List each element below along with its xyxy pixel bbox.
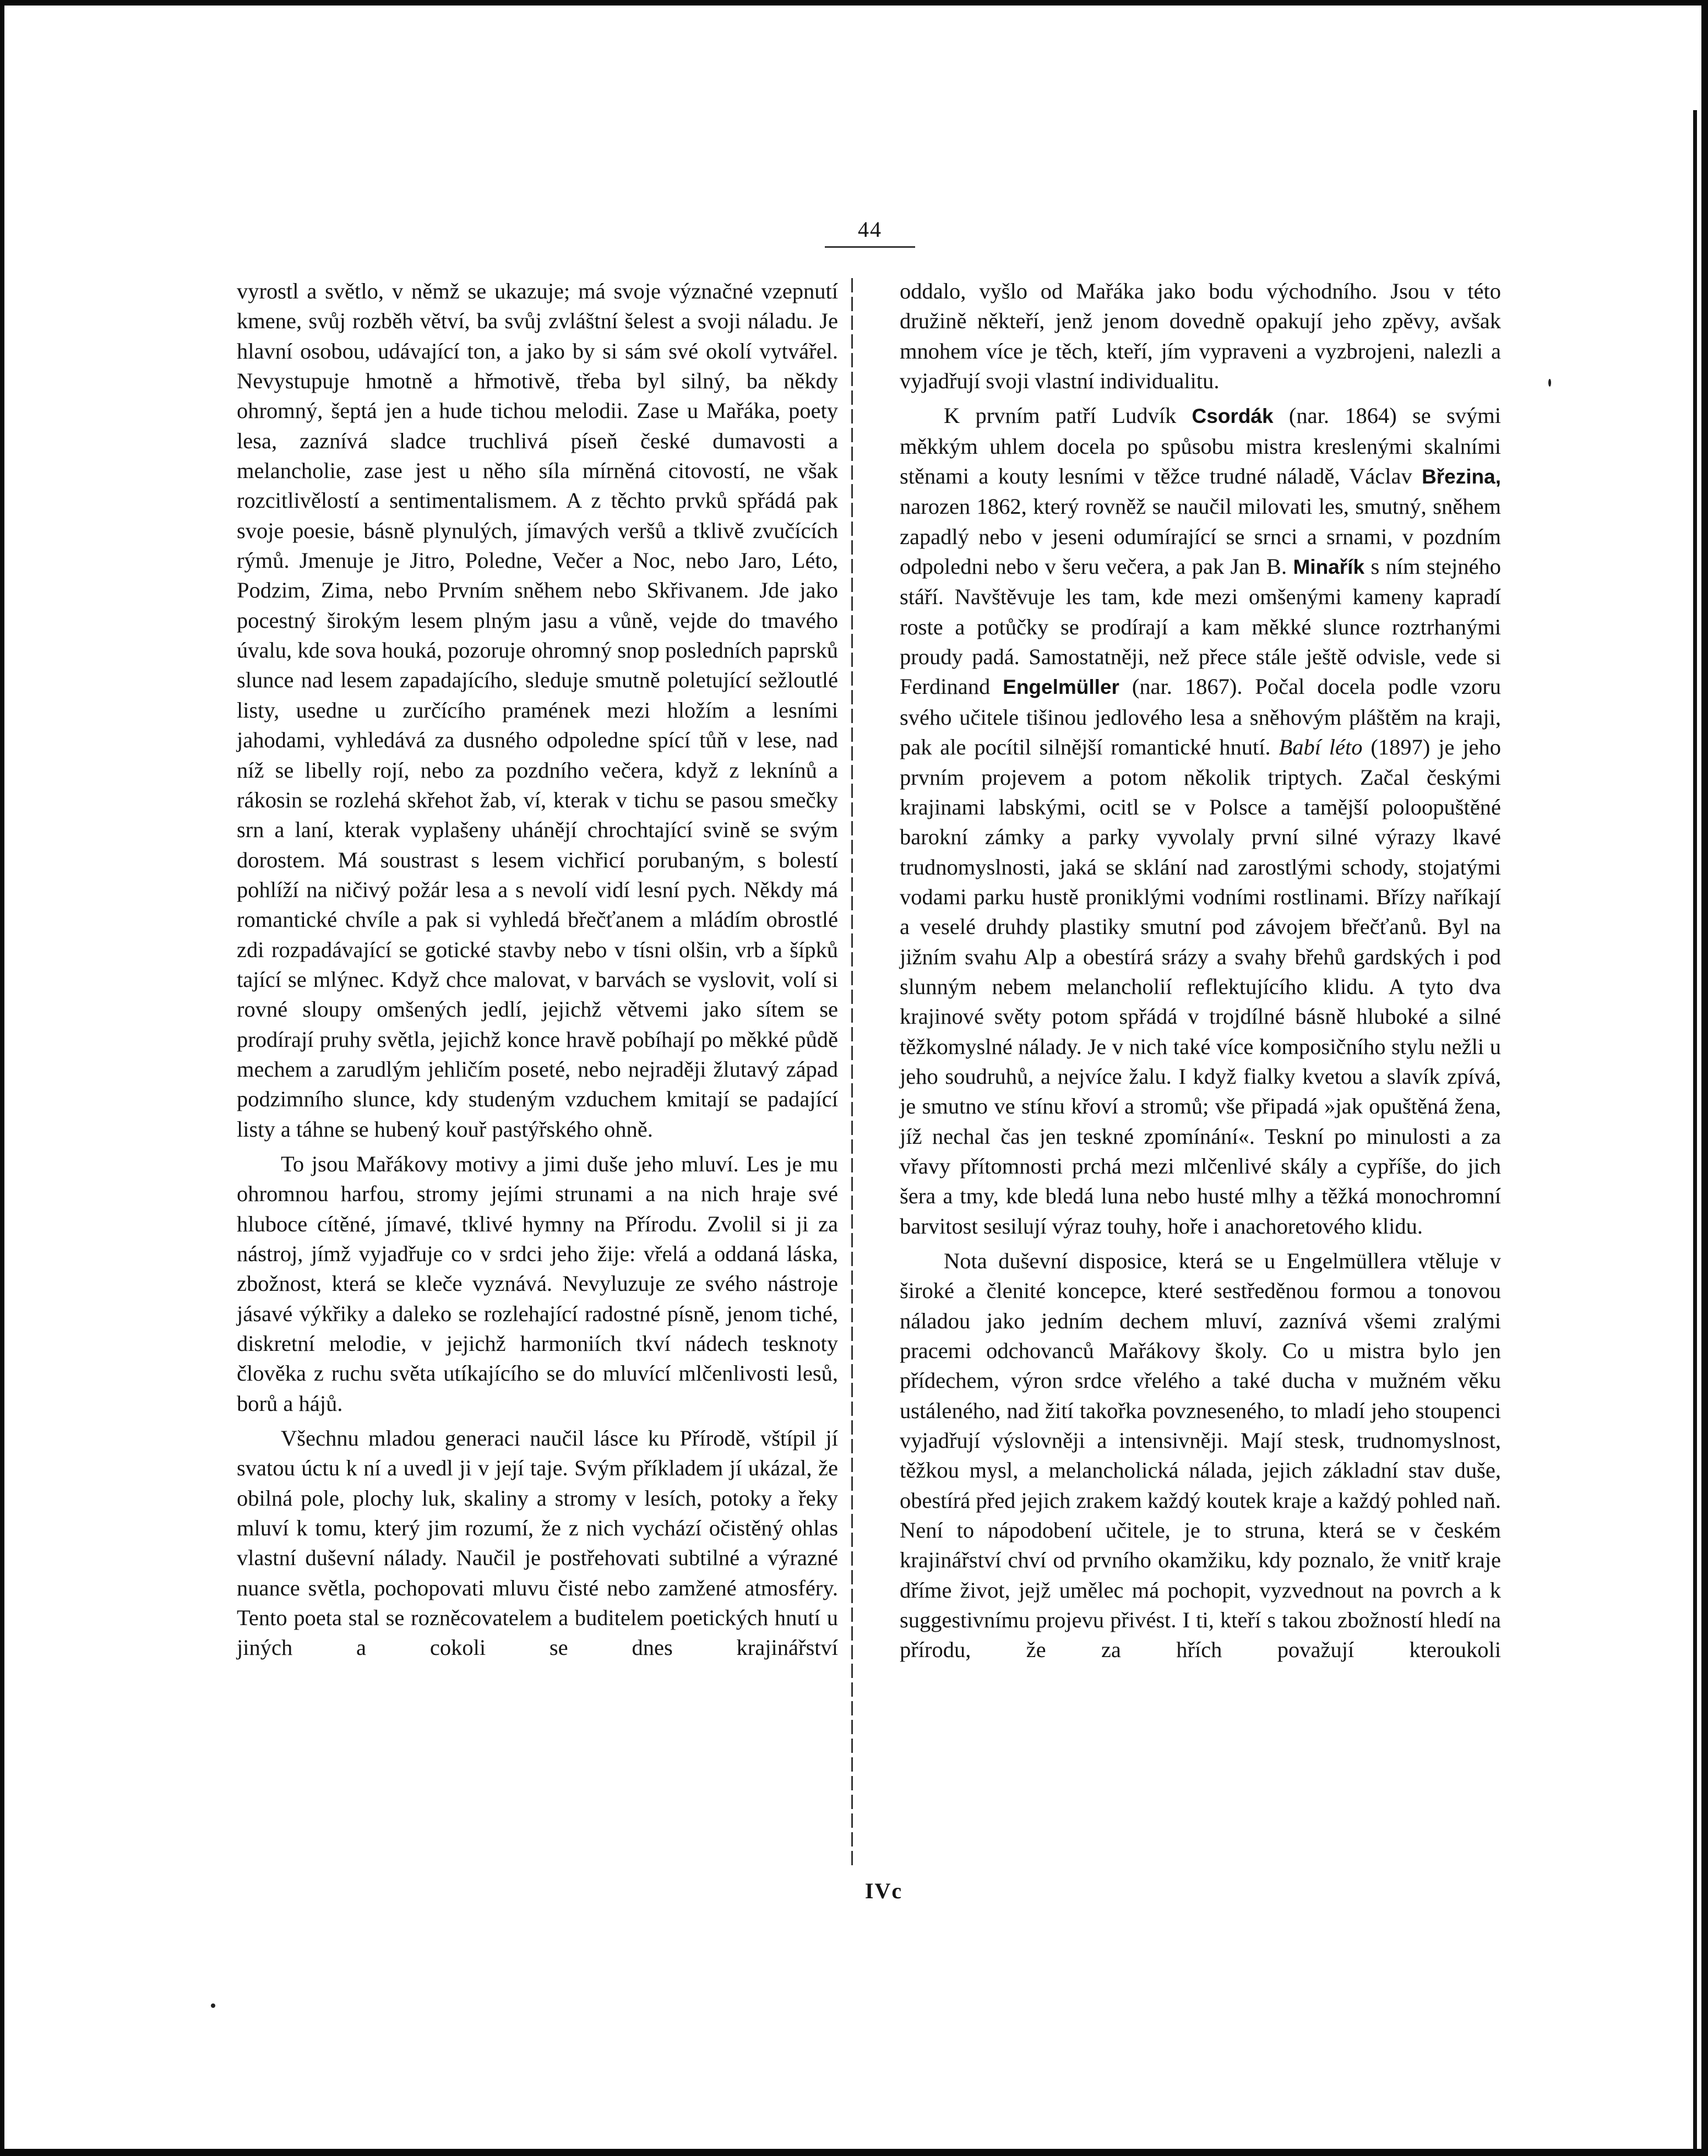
left-paragraph-3: Všechnu mladou generaci naučil lásce ku Přírodě, vštípil jí svatou úctu k ní a uvedl ji v její taje. Svým příkladem jí ukázal, že obilná pole, plochy luk, skaliny a stromy v lesích, potoky a řeky mluví k tomu, který jim rozumí, že z nich vychází očistěný ohlas vlastní duševní nálady. Naučil je postřehovati subtilné a výrazné nuance světla, pochopovati mluvu čisté nebo zamžené atmosféry. Tento poeta stal se rozněcovatelem a buditelem poetických hnutí u jiných a cokoli se dnes krajinářství <box>237 1426 838 1660</box>
page-number: 44 <box>858 217 882 242</box>
text-run: s ním stejného stáří. Navštěvuje les tam, kde mezi omšenými kameny kapradí roste a potůčky se prodírají a kam měkké slunce roztrhanými proudy padá. Samostatněji, než přece stále ještě odvisle, vede si Ferdinand <box>900 554 1501 699</box>
artist-name-engelmuller: Engelmüller <box>1003 676 1119 699</box>
work-title-babi-leto: Babí léto <box>1279 735 1363 760</box>
text-run: (nar. 1864) se svými měkkým uhlem docela po spůsobu mistra kreslenými skalními stěnami a kouty lesními v těžce trudné náladě, Václav <box>900 403 1501 489</box>
text-run: (1897) je jeho prvním projevem a potom několik triptych. Začal českými krajinami labskými, ocitl se v Polsce a tamější poloopuštěné barokní zámky a parky vyvolaly první silné výrazy lkavé trudnomyslnosti, jaká se sklání nad zarostlými schody, stojatými vodami parku hustě proniklými vodními rostlinami. Břízy naříkají a veselé druhdy plastiky smutní pod závojem břečťanů. Byl na jižním svahu Alp a obestírá srázy a svahy břehů gardských i pod slunným nebem melancholií reflektujícího klidu. A tyto dva krajinové světy potom spřádá v trojdílné básně hluboké a silné těžkomyslné nálady. Je v nich také více komposičního stylu nežli u jeho soudruhů, a nejvíce žalu. I když fialky kvetou a slavík zpívá, je smutno ve stínu křoví a stromů; vše připadá »jak opuštěná žena, jíž nechal čas jen teskné zpomínání«. Teskní po minulosti a za vřavy přítomnosti prchá mezi mlčenlivé skály a cypříše, do jich šera a tmy, kde bledá luna nebo husté mlhy a těžká monochromní barvitost sesilují výraz touhy, hoře i anachoretového klidu. <box>900 735 1501 1239</box>
page-number-underline <box>825 246 915 248</box>
scan-border-left <box>0 0 4 2156</box>
right-paragraph-3: Nota duševní disposice, která se u Engelmüllera vtěluje v široké a členité koncepce, které sestředěnou formou a tonovou náladou jako jedním dechem mluví, zaznívá všemi zralými pracemi odchovanců Mařákovy školy. Co u mistra bylo jen přídechem, výron srdce vřelého a také ducha v mužném věku ustáleného, nad žití takořka povzneseného, to mladí jeho stoupenci vyjadřují výslovněji a intensivněji. Mají stesk, trudnomyslnost, těžkou mysl, a melancholická nálada, jejich základní stav duše, obestírá před jejich zrakem každý koutek kraje a každý pohled naň. Není to nápodobení učitele, je to struna, která se v českém krajinářství chví od prvního okamžiku, kdy poznalo, že vnitř kraje dříme život, jejž umělec má pochopit, vyzvednout na povrch a k suggestivnímu projevu přivést. I ti, kteří s takou zbožností hledí na přírodu, že za hřích považují kteroukoli <box>900 1248 1501 1663</box>
artist-name-csordak: Csordák <box>1192 405 1274 428</box>
right-column <box>900 276 1501 1862</box>
scan-border-bottom <box>0 2149 1708 2156</box>
scan-border-top <box>0 0 1708 6</box>
text-run: narozen 1862, který rovněž se naučil milovati les, smutný, sněhem zapadlý nebo v jeseni odumírající se srnci a srnami, v pozdním odpoledni nebo v šeru večera, a pak Jan B. <box>900 494 1501 579</box>
scan-speck <box>211 2003 215 2008</box>
text-run: K prvním patří Ludvík <box>944 403 1192 428</box>
text-run: (nar. 1867). Počal docela podle vzoru svého učitele tišinou jedlového lesa a sněhovým pláštěm na kraji, pak ale pocítil silnější romantické hnutí. <box>900 674 1501 760</box>
column-divider <box>851 278 853 1869</box>
scan-speck <box>1548 379 1551 387</box>
scan-border-right-inner <box>1693 110 1697 2156</box>
right-paragraph-1: oddalo, vyšlo od Mařáka jako bodu východního. Jsou v této družině někteří, jenž jenom dovedně opakují jeho zpěvy, avšak mnohem více je těch, kteří, jím vypraveni a vyzbrojeni, nalezli a vyjadřují svoji vlastní individualitu. <box>900 279 1501 394</box>
left-paragraph-2: To jsou Mařákovy motivy a jimi duše jeho mluví. Les je mu ohromnou harfou, stromy jejími strunami a na nich hraje své hluboce cítěné, jímavé, tklivé hymny na Přírodu. Zvolil si ji za nástroj, jímž vyjadřuje co v srdci jeho žije: vřelá a oddaná láska, zbožnost, která se kleče vyznává. Nevyluzuje ze svého nástroje jásavé výkřiky a daleko se rozlehající radostné písně, jenom tiché, diskretní melodie, v jejichž harmoniích tkví nádech tesknoty člověka z ruchu světa utíkajícího se do mluvící mlčenlivosti lesů, borů a hájů. <box>237 1151 838 1416</box>
left-paragraph-1: vyrostl a světlo, v němž se ukazuje; má svoje význačné vzepnutí kmene, svůj rozběh větví, ba svůj zvláštní šelest a svoji náladu. Je hlavní osobou, udávající ton, a jako by si sám své okolí vytvářel. Nevystupuje hmotně a hřmotivě, třeba byl silný, ba někdy ohromný, šeptá jen a hude tichou melodii. Zase u Mařáka, poety lesa, zaznívá sladce truchlivá píseň české dumavosti a melancholie, zase jest u něho síla mírněná citovostí, ne však rozcitlivělostí a sentimentalismem. A z těchto prvků spřádá pak svoje poesie, básně plynulých, jímavých veršů a tklivě zvučících rýmů. Jmenuje je Jitro, Poledne, Večer a Noc, nebo Jaro, Léto, Podzim, Zima, nebo Prvním sněhem nebo Skřivanem. Jde jako pocestný širokým lesem plným jasu a vůně, vejde do tmavého úvalu, kde sova houká, pozoruje ohromný snop posledních paprsků slunce nad lesem zapadajícího, sleduje smutně poletující sežloutlé listy, usedne u zurčícího pramének mezi hložím a lesními jahodami, vyhledává za dusného odpoledne spící tůň v lese, nad níž se libelly rojí, nebo za pozdního večera, když z leknínů a rákosin se rozlehá skřehot žab, ví, kterak v tichu se pasou smečky srn a laní, kterak vyplašeny uhánějí chrochtající svině se svým dorostem. Má soustrast s lesem vichřicí porubaným, s bolestí pohlíží na ničivý požár lesa a s nevolí vidí lesní pych. Někdy má romantické chvíle a pak si vyhledá břečťanem a mládím obrostlé zdi rozpadávající se gotické stavby nebo v tísni olšin, vrb a šípků tající se mlýnec. Když chce malovat, v barvách se vyslovit, volí si rovné sloupy omšených jedlí, jejichž větvemi jako sítem se prodírají pruhy světla, jejichž konce hravě pobíhají po měkké půdě mechem a zarudlým jehličím poseté, nebo nejraději žlutavý západ podzimního slunce, kdy studeným vzduchem kmitají se padající listy a táhne se hubený kouř pastýřského ohně. <box>237 279 838 1142</box>
left-column <box>237 276 838 1862</box>
artist-name-brezina: Březina, <box>1422 465 1501 488</box>
scan-border-right <box>1701 0 1708 2156</box>
right-paragraph-2 <box>900 401 1501 1241</box>
signature-mark: IVc <box>864 1878 903 1903</box>
artist-name-minarik: Minařík <box>1293 556 1365 579</box>
